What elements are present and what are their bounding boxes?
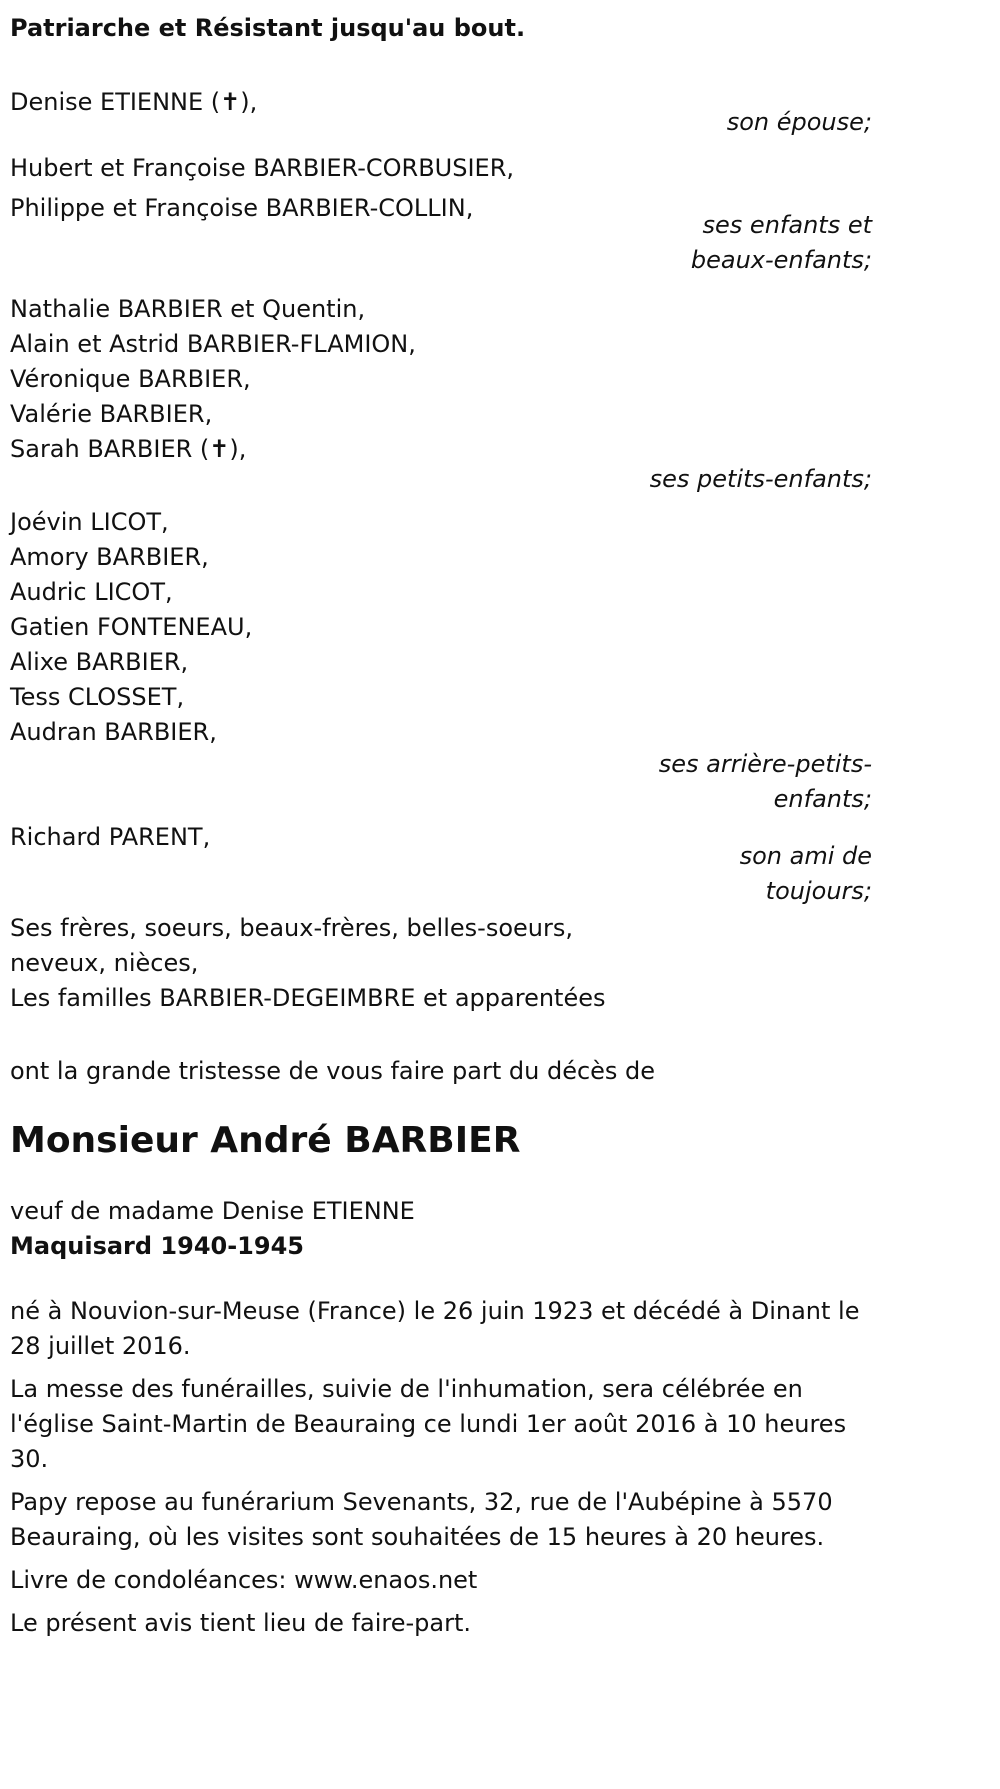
name-line: Valérie BARBIER, xyxy=(10,400,213,428)
family-group-children xyxy=(10,148,872,278)
name-line: Hubert et Françoise BARBIER-CORBUSIER, xyxy=(10,154,515,182)
announcement: ont la grande tristesse de vous faire part du décès de xyxy=(10,1057,656,1085)
name-line: Joévin LICOT, xyxy=(10,508,169,536)
name-line: Richard PARENT, xyxy=(10,823,211,851)
funerarium-paragraph: Papy repose au funérarium Sevenants, 32, rue de l'Aubépine à 5570 Beauraing, où les visites sont souhaitées de 15 heures à 20 heures. xyxy=(10,1488,833,1551)
maquisard-line: Maquisard 1940-1945 xyxy=(10,1232,304,1260)
role-line: enfants; xyxy=(773,785,872,813)
role-line: beaux-enfants; xyxy=(690,246,872,274)
name-line: Denise ETIENNE (✝), xyxy=(10,88,258,116)
name-line: Audran BARBIER, xyxy=(10,718,217,746)
role-line: son épouse; xyxy=(726,108,872,136)
family-group-grandchildren xyxy=(10,292,872,499)
headline: Patriarche et Résistant jusqu'au bout. xyxy=(10,14,526,42)
family-group-spouse xyxy=(10,82,872,142)
name-line: Alain et Astrid BARBIER-FLAMION, xyxy=(10,330,416,358)
deceased-name: Monsieur André BARBIER xyxy=(10,1120,521,1161)
family-line: Les familles BARBIER-DEGEIMBRE et apparentées xyxy=(10,984,606,1012)
extended-family xyxy=(10,911,1000,1016)
notice-paragraph: Le présent avis tient lieu de faire-part. xyxy=(10,1609,472,1637)
name-line: Gatien FONTENEAU, xyxy=(10,613,253,641)
role-line: ses arrière-petits- xyxy=(658,750,872,778)
name-line: Nathalie BARBIER et Quentin, xyxy=(10,295,366,323)
birth-death-paragraph: né à Nouvion-sur-Meuse (France) le 26 juin 1923 et décédé à Dinant le 28 juillet 2016. xyxy=(10,1297,860,1360)
name-line: Philippe et Françoise BARBIER-COLLIN, xyxy=(10,194,474,222)
funeral-paragraph: La messe des funérailles, suivie de l'inhumation, sera célébrée en l'église Saint-Martin de Beauraing ce lundi 1er août 2016 à 10 heures 30. xyxy=(10,1375,847,1473)
name-line: Alixe BARBIER, xyxy=(10,648,189,676)
name-line: Véronique BARBIER, xyxy=(10,365,251,393)
family-group-friend xyxy=(10,817,872,909)
role-line: son ami de xyxy=(739,842,872,870)
name-line: Amory BARBIER, xyxy=(10,543,209,571)
name-line: Sarah BARBIER (✝), xyxy=(10,435,247,463)
role-line: toujours; xyxy=(765,877,872,905)
role-line: ses enfants et xyxy=(702,211,872,239)
obituary-notice xyxy=(0,8,1000,1789)
role-line: ses petits-enfants; xyxy=(649,465,872,493)
widower-line: veuf de madame Denise ETIENNE xyxy=(10,1197,415,1225)
name-line: Audric LICOT, xyxy=(10,578,173,606)
family-line: Ses frères, soeurs, beaux-frères, belles-soeurs, xyxy=(10,914,573,942)
condolences-paragraph: Livre de condoléances: www.enaos.net xyxy=(10,1566,478,1594)
family-group-great-grandchildren xyxy=(10,505,872,817)
family-line: neveux, nièces, xyxy=(10,949,199,977)
name-line: Tess CLOSSET, xyxy=(10,683,185,711)
